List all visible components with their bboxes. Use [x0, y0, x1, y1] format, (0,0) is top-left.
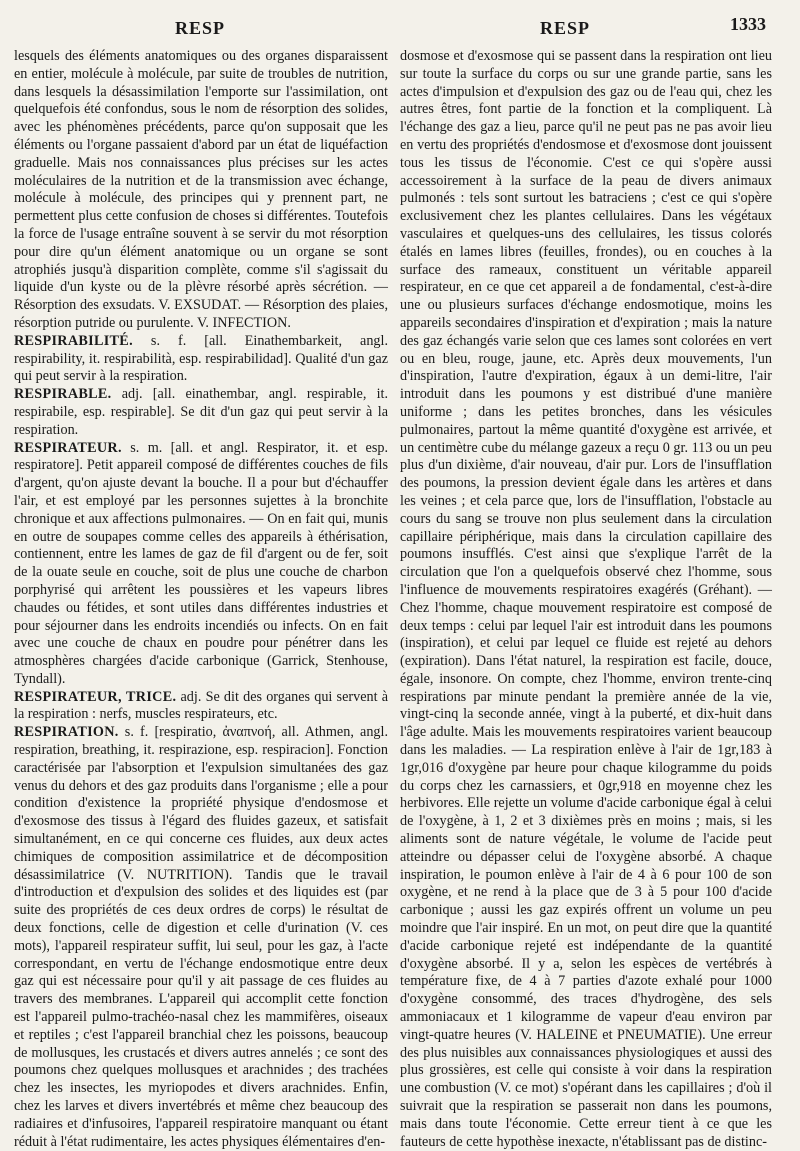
entry-text: s. m. [all. et angl. Respirator, it. et esp. respiratore]. Petit appareil composé de différentes couches de fils d'argent, qu'on ajuste devant la bouche. Il a pour but d'échauffer l'air, et est employé par les personnes sujettes à la bronchite chronique et aux affections pulmonaires. — On en fait qui, munis en outre de soupapes comme celles des appareils à éthérisation, contiennent, entre les lames de gaz de fil d'argent ou de fer, soit de la ouate seule en couche, soit de plus une couche de charbon porphyrisé qui arrêtent les poussières et les vapeurs libres chaudes ou fétides, et sont utiles dans différentes industries et pour séjourner dans les endroits incendiés ou infects. On en fait avec une couche de chaux en poudre pour pénétrer dans les atmosphères chargées d'acide carbonique (Garrick, Stenhouse, Tyndall). [14, 439, 389, 687]
entry-headword: RESPIRABILITÉ. [14, 332, 133, 349]
paragraph [14, 333, 388, 386]
entry-text: lesquels des éléments anatomiques ou des organes disparaissent en entier, molécule à molécule, par suite de troubles de nutrition, dans lesquels la désassimilation l'emporte sur l'assimilation, ont quelquefois été confondus, sous le nom de résorption des solides, avec les phénomènes précédents, parce qu'on supposait que les éléments ou l'organe passaient d'abord par un état de liquéfaction graduelle. Mais nos connaissances plus précises sur les actes moléculaires de la nutrition et de la transmission avec échange, molécule à molécule, des principes qui y prennent part, ne permettent plus cette confusion de choses si différentes. Toutefois la force de l'usage entraîne souvent à se servir du mot résorption pour dire qu'un élément anatomique ou un organe se sont atrophiés jusqu'à disparition complète, comme s'il s'agissait du liquide d'un kyste ou de la plèvre résorbé après sécrétion. — Résorption des exsudats. V. EXSUDAT. — Résorption des plaies, résorption putride ou purulente. V. INFECTION. [14, 48, 388, 331]
paragraph [400, 48, 772, 1151]
entry-headword: RESPIRATION. [14, 724, 119, 741]
paragraph [14, 386, 388, 439]
paragraph [14, 724, 388, 1151]
left-column [14, 48, 389, 1150]
entry-text: adj. [all. einathembar, angl. respirable, it. respirabile, esp. respirable]. Se dit d'un gaz qui peut servir à la respiration. [14, 386, 389, 438]
entry-headword: RESPIRATEUR. [14, 439, 122, 456]
entry-headword: RESPIRABLE. [14, 386, 112, 403]
paragraph [14, 689, 388, 725]
left-running-head: RESP [175, 18, 226, 38]
entry-text: s. f. [respiratio, ἀναπνοή, all. Athmen, angl. respiration, breathing, it. respirazione, esp. respiracion]. Fonction caractérisée par l'absorption et l'expulsion simultanées des gaz venus du dehors et des gaz produits dans l'organisme ; elle a pour condition d'existence la propriété physique d'endosmose et d'exosmose des tissus à l'égard des fluides gazeux, et satisfait simultanément, en ce qui concerne ces fluides, aux deux actes chimiques de composition assimilatrice et de décomposition désassimilatrice (V. NUTRITION). Tandis que le travail d'introduction et d'expulsion des solides et des liquides est (par suite des propriétés de ces deux ordres de corps) le résultat de deux fonctions, celle de digestion et celle d'urination (V. ces mots), l'appareil respirateur suffit, lui seul, pour les gaz, à l'acte correspondant, en vertu de l'échange endosmotique entre deux gaz qui est nécessaire pour qu'il y ait passage de ces fluides au travers des membranes. L'appareil qui accomplit cette fonction est l'appareil pulmo-trachéo-nasal chez les mammifères, oiseaux et reptiles ; c'est l'appareil branchial chez les poissons, beaucoup de mollusques, les crustacés et divers autres annelés ; ce sont des poumons chez quelques mollusques et arachnides ; des trachées chez les insectes, les myriopodes et divers arachnides. Enfin, chez les larves et divers invertébrés et même chez beaucoup des radiaires et d'infusoires, l'appareil respiratoire manquant ou étant réduit à l'état rudimentaire, les actes physiques élémentaires d'en- [14, 724, 388, 1150]
entry-text: dosmose et d'exosmose qui se passent dans la respiration ont lieu sur toute la surface du corps ou sur une grande partie, sans les actes d'impulsion et d'expulsion des gaz ou de l'eau qui, chez les autres êtres, font partie de la fonction et la compliquent. Là l'échange des gaz a lieu, parce qu'il ne peut pas ne pas avoir lieu en vertu des propriétés d'endosmose et d'exosmose dont jouissent tous les tissus de l'économie. C'est ce qui s'opère aussi accessoirement à la surface de la peau de divers animaux pulmonés : tels sont surtout les batraciens ; c'est ce qui s'opère exclusivement chez les plantes cellulaires. Dans les végétaux vasculaires et quelques-uns des cellulaires, les tissus colorés étalés en lames libres (feuilles, frondes), ou en couches à la surface des rameaux, constituent un véritable appareil respirateur, en ce que cet appareil a de fondamental, c'est-à-dire une ou plusieurs surfaces d'échange endosmotique, moins les appareils secondaires d'inspiration et d'expiration ; mais la nature des gaz échangés varie selon que ces lames sont colorées en vert ou en bleu, rouge, jaune, etc. Après deux mouvements, l'un d'inspiration, l'autre d'expiration, égaux à un demi-litre, l'air introduit dans les poumons y est distribué d'une manière uniforme ; dans les petites bronches, dans les vésicules pulmonaires, partout la même quantité d'oxygène est arrivée, et un centimètre cube du mélange gazeux a reçu 0 gr. 113 ou un peu plus d'un dixième, d'air nouveau, d'air pur. Lors de l'insufflation des poumons, la pression devient égale dans les artères et dans les veines ; et cela parce que, lors de l'insufflation, l'obstacle au cours du sang se trouve non plus seulement dans la circulation capillaire périphérique, mais dans la circulation capillaire des poumons insufflés. C'est ainsi que s'explique l'arrêt de la circulation que l'on a quelquefois observé chez l'homme, sous l'influence de mouvements respiratoires exagérés (Gréhant). — Chez l'homme, chaque mouvement respiratoire est composé de deux temps : celui par lequel l'air est introduit dans les poumons (inspiration), et celui par lequel ce fluide est rejeté au dehors (expiration). Dans l'état naturel, la respiration est facile, douce, égale, insonore. On compte, chez l'homme, environ trente-cinq respirations par minute pendant la première année de la vie, vingt-cinq la seconde année, vingt à la puberté, et dix-huit dans l'âge adulte. Mais les mouvements respiratoires varient beaucoup dans les maladies. — La respiration enlève à l'air de 1gr,183 à 1gr,016 d'oxygène par heure pour chaque kilogramme du poids du corps chez les carnassiers, et 0gr,918 en moyenne chez les herbivores. Elle rejette un volume d'acide carbonique égal à celui de l'oxygène, à 1, 2 et 3 dixièmes près en moins ; mais, si les aliments sont de nature végétale, le volume de l'acide peut atteindre ou dépasser celui de l'oxygène absorbé. A chaque inspiration, le poumon enlève à l'air de 4 à 6 pour 100 de son oxygène, et ne rend à la place que de 3 à 5 pour 100 d'acide carbonique ; aussi les gaz expirés offrent un volume un peu moindre que l'air inspiré. En un mot, on peut dire que la quantité d'acide carbonique rejeté est indépendante de la quantité d'oxygène absorbé. Il y a, selon les espèces de vertébrés à température fixe, de 4 à 7 parties d'azote exhalé pour 1000 d'oxygène consommé, des traces d'hydrogène, des sels ammoniacaux et 1 kilogramme de vapeur d'eau environ par vingt-quatre heures (V. HALEINE et PNEUMATIE). Une erreur des plus nuisibles aux connaissances physiologiques et aussi des plus grossières, est celle qui consiste à voir dans la respiration une combustion (V. ce mot) s'opérant dans les capillaires ; d'où il suivrait que la respiration se passerait non dans les poumons, mais dans toute l'économie. Cette erreur tient à ce que les fauteurs de cette hypothèse inexacte, n'établissant pas de distinc- [400, 48, 772, 1150]
entry-text: s. f. [all. Einathembarkeit, angl. respirability, it. respirabilità, esp. respirabilidad]. Qualité d'un gaz qui peut servir à la respiration. [14, 332, 388, 385]
right-running-head: RESP [540, 18, 591, 38]
entry-headword: RESPIRATEUR, TRICE. [14, 688, 177, 705]
paragraph [14, 48, 388, 333]
entry-text: adj. Se dit des organes qui servent à la respiration : nerfs, muscles respirateurs, etc. [14, 688, 389, 723]
paragraph [14, 440, 388, 689]
right-column [400, 48, 772, 1150]
page-number: 1333 [730, 14, 766, 34]
